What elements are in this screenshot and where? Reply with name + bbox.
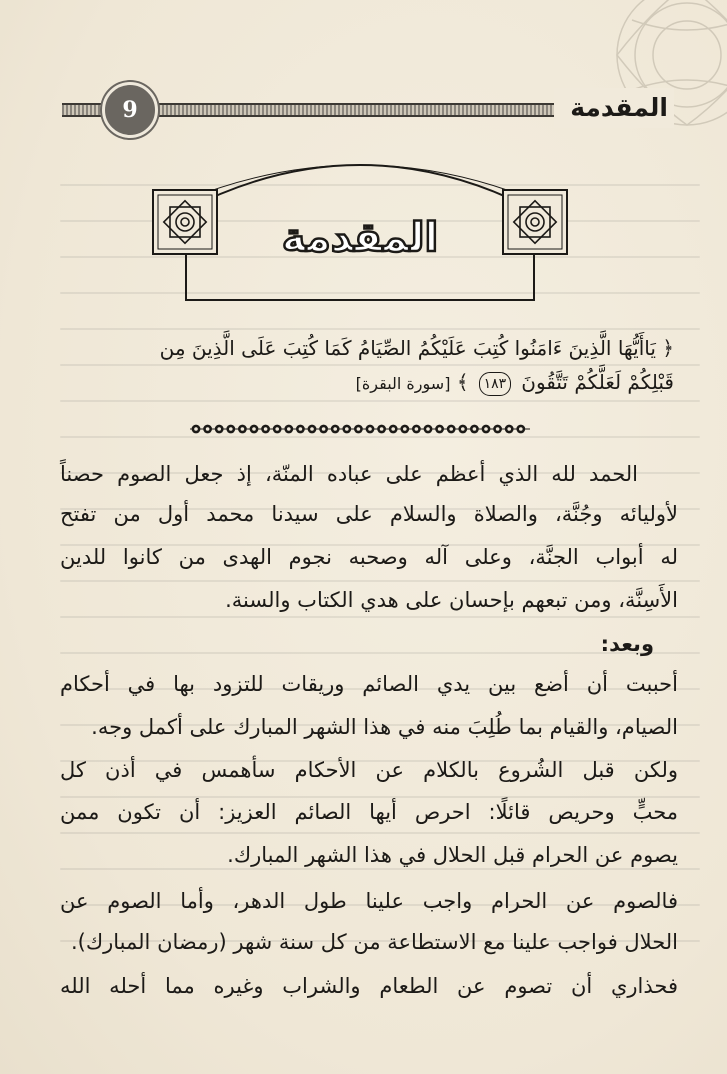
running-header bbox=[62, 82, 674, 134]
paragraph-line: الحمد لله الذي أعظم على عباده المنّة، إذ جعل الصوم حصناً bbox=[60, 462, 638, 486]
chapter-title: المقدمة bbox=[281, 215, 439, 261]
paragraph-line: وبعد: bbox=[600, 632, 654, 656]
paragraph-line: محبٍّ وحريص قائلًا: احرص أيها الصائم العزيز: أن تكون ممن bbox=[60, 800, 678, 824]
quran-verse-line-2 bbox=[62, 370, 674, 396]
paragraph-line: فحذاري أن تصوم عن الطعام والشراب وغيره مما أحله الله bbox=[60, 974, 678, 998]
paragraph-line: لأوليائه وجُنَّة، والصلاة والسلام على سيدنا محمد أول من تفتح bbox=[60, 502, 678, 526]
ayah-number: ١٨٣ bbox=[479, 372, 511, 396]
quran-verse-line-1: ﴿ يَاأَيُّهَا الَّذِينَ ءَامَنُوا كُتِبَ عَلَيْكُمُ الصِّيَامُ كَمَا كُتِبَ عَلَى الَّذِينَ مِن bbox=[159, 336, 674, 360]
paragraph-line: يصوم عن الحرام قبل الحلال في هذا الشهر المبارك. bbox=[227, 843, 678, 867]
verse-close-bracket: ﴾ bbox=[456, 370, 469, 394]
page-number: 9 bbox=[102, 82, 158, 138]
paragraph-line: الأَسِنَّة، ومن تبعهم بإحسان على هدي الكتاب والسنة. bbox=[225, 588, 678, 612]
paragraph-line: له أبواب الجنَّة، وعلى آله وصحبه نجوم الهدى من كانوا للدين bbox=[60, 545, 678, 569]
header-title: المقدمة bbox=[570, 93, 668, 122]
paragraph-line: الحلال فواجب علينا مع الاستطاعة من كل سنة شهر (رمضان المبارك). bbox=[70, 930, 678, 954]
paragraph-line: أحببت أن أضع بين يدي الصائم وريقات للتزود بها في أحكام bbox=[60, 672, 678, 696]
paragraph-line: فالصوم عن الحرام واجب علينا طول الدهر، وأما الصوم عن bbox=[60, 889, 678, 913]
paragraph-line: ولكن قبل الشُروع بالكلام عن الأحكام سأهمس في أذن كل bbox=[60, 758, 678, 782]
verse-text: قَبْلِكُمْ لَعَلَّكُمْ تَتَّقُونَ bbox=[521, 370, 674, 394]
ornamental-divider bbox=[190, 421, 530, 437]
surah-reference: [سورة البقرة] bbox=[355, 374, 451, 393]
paragraph-line: الصيام، والقيام بما طُلِبَ منه في هذا الشهر المبارك على أكمل وجه. bbox=[91, 715, 678, 739]
title-frame bbox=[150, 150, 570, 310]
